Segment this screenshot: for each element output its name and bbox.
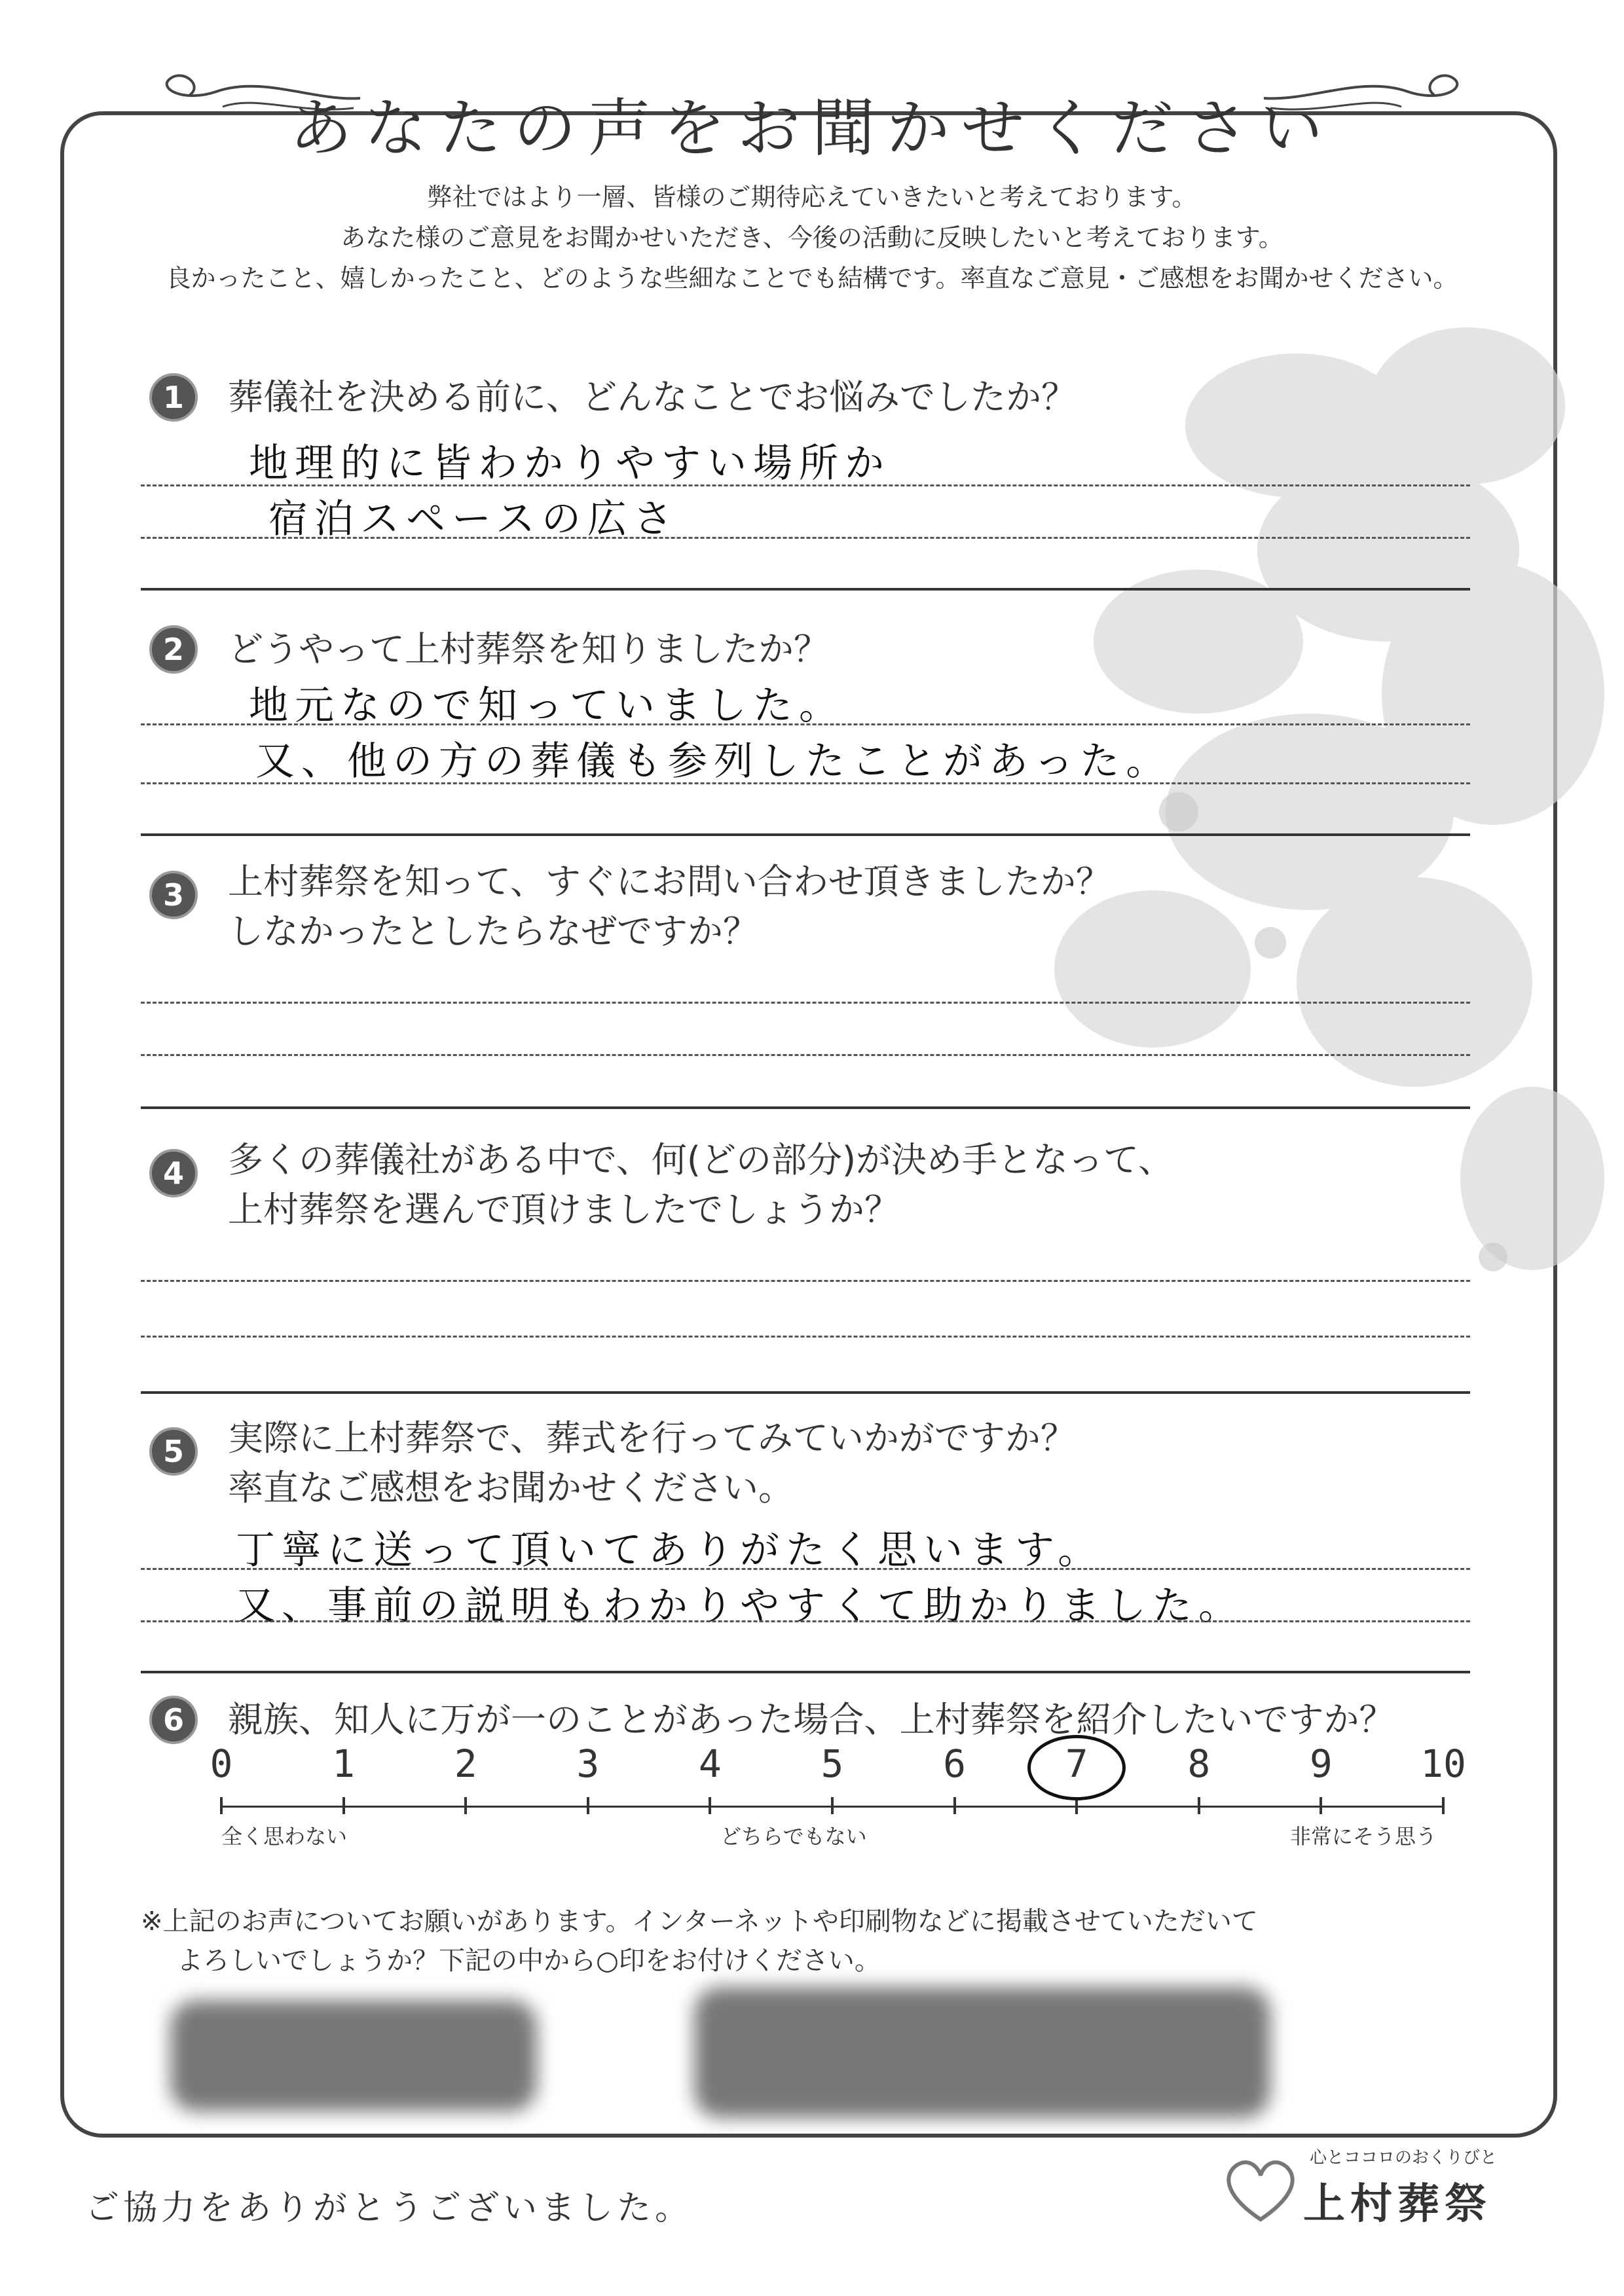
intro-line: 良かったこと、嬉しかったこと、どのような些細なことでも結構です。率直なご意見・ご感想をお聞かせください。 [166,264,1458,293]
handwritten-answer: 地元なので知っていました。 [249,683,845,729]
scale-tick-label[interactable]: 5 [821,1741,844,1786]
scale-tick-label[interactable]: 1 [332,1741,356,1786]
intro-line: 弊社ではより一層、皆様のご期待応えていきたいと考えております。 [427,183,1197,211]
redacted-area [170,1987,1283,2124]
question-text: 上村葬祭を知って、すぐにお問い合わせ頂きましたか？ [228,861,1111,902]
section-divider [141,1106,1470,1109]
question-number-badge: 5 [149,1427,198,1476]
question-text: 多くの葬儀社がある中で、何(どの部分)が決め手となって、 [228,1139,1173,1180]
section-divider [141,588,1470,591]
question-text: 率直なご感想をお聞かせください。 [228,1467,794,1508]
scale-mid-label: どちらでもない [720,1824,867,1849]
handwritten-answer: 又、他の方の葬儀も参列したことがあった。 [255,738,1172,784]
question-number-badge: 3 [149,871,198,919]
section-divider [141,833,1470,836]
scale-tick [342,1797,345,1814]
scale-tick-label[interactable]: 0 [210,1741,233,1786]
answer-line [141,537,1470,539]
selected-rating-circle [1027,1735,1126,1800]
answer-line [141,723,1470,725]
handwritten-answer: 又、事前の説明もわかりやすくて助かりました。 [236,1583,1244,1629]
scale-tick-label[interactable]: 8 [1187,1741,1211,1786]
heart-logo-icon [1218,2151,1303,2229]
question-text: 親族、知人に万が一のことがあった場合、上村葬祭を紹介したいですか？ [228,1699,1395,1740]
scale-tick [1442,1797,1445,1814]
publication-note: よろしいでしょうか？下記の中から○印をお付けください。 [177,1946,881,1976]
thank-you-text: ご協力をありがとうございました。 [85,2189,693,2228]
answer-line [141,1336,1470,1338]
question-text: どうやって上村葬祭を知りましたか？ [228,629,829,670]
logo-name: 上村葬祭 [1303,2180,1492,2229]
scale-tick-label[interactable]: 9 [1309,1741,1333,1786]
scale-tick-label[interactable]: 7 [1065,1741,1088,1786]
scale-tick-label[interactable]: 10 [1420,1741,1466,1786]
section-divider [141,1671,1470,1673]
scale-tick-label[interactable]: 4 [698,1741,722,1786]
scale-tick-label[interactable]: 2 [454,1741,477,1786]
scale-tick [1198,1797,1200,1814]
scale-tick [953,1797,956,1814]
question-text: 上村葬祭を選んで頂けましたでしょうか？ [228,1189,900,1230]
scale-tick-label[interactable]: 6 [943,1741,967,1786]
scale-low-label: 全く思わない [221,1824,348,1849]
scale-tick [709,1797,711,1814]
scale-tick [1320,1797,1322,1814]
handwritten-answer: 地理的に皆わかりやすい場所か [249,441,891,486]
scale-tick [220,1797,223,1814]
answer-line [141,782,1470,784]
answer-line [141,1620,1470,1622]
company-logo [1218,2144,1519,2229]
answer-line [141,484,1470,486]
question-number-badge: 6 [149,1696,198,1744]
answer-line [141,1568,1470,1570]
handwritten-answer: 丁寧に送って頂いてありがたく思います。 [236,1527,1104,1573]
scale-tick-label[interactable]: 3 [576,1741,600,1786]
question-text: しなかったとしたらなぜですか？ [228,911,758,952]
question-number-badge: 4 [149,1149,198,1197]
handwritten-answer: 宿泊スペースの広さ [268,496,679,542]
scale-high-label: 非常にそう思う [1290,1824,1437,1849]
scale-tick [831,1797,834,1814]
answer-line [141,1054,1470,1056]
answer-line [141,1002,1470,1004]
question-text: 実際に上村葬祭で、葬式を行ってみていかがですか？ [228,1417,1076,1459]
page-title: あなたの声をお聞かせください [289,92,1335,165]
answer-line [141,1280,1470,1282]
publication-note: ※上記のお声についてお願いがあります。インターネットや印刷物などに掲載させていただいて [141,1906,1258,1937]
question-text: 葬儀社を決める前に、どんなことでお悩みでしたか？ [228,376,1077,418]
section-divider [141,1391,1470,1394]
logo-tagline: 心とココロのおくりびと [1310,2148,1498,2168]
intro-line: あなた様のご意見をお聞かせいただき、今後の活動に反映したいと考えております。 [341,223,1283,252]
scale-tick [587,1797,589,1814]
question-number-badge: 1 [149,373,198,422]
question-number-badge: 2 [149,625,198,674]
scale-tick [464,1797,467,1814]
